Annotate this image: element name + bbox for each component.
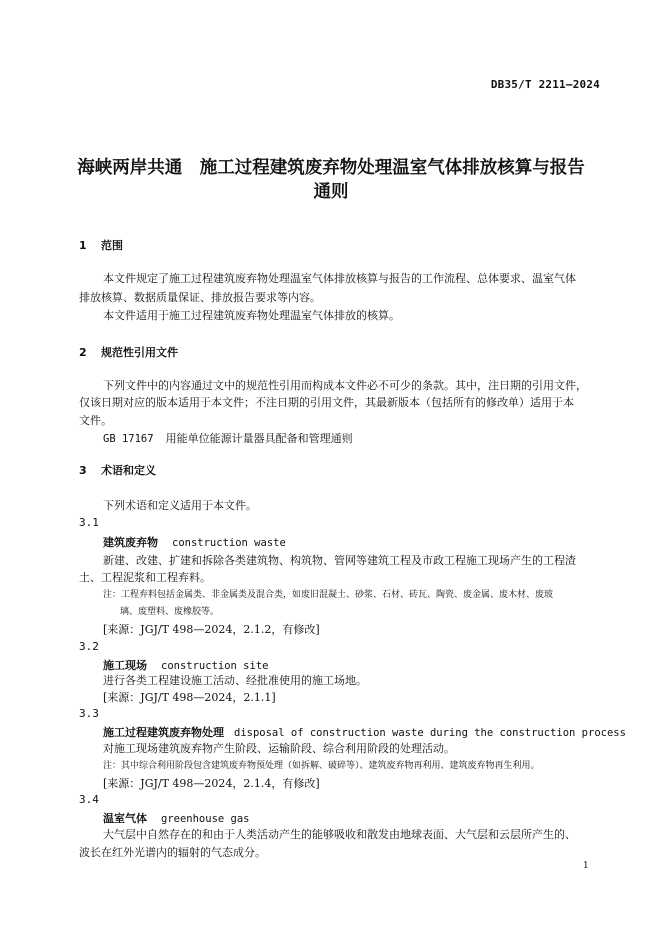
section-3-heading (79, 462, 156, 478)
document-title-line-2: 通则 (313, 182, 349, 202)
term-number: 3.4 (79, 793, 99, 806)
section-1-heading (79, 237, 123, 253)
reference-entry (103, 430, 353, 446)
references-paragraph-line-2: 仅该日期对应的版本适用于本文件；不注日期的引用文件，其最新版本（包括所有的修改单）适用于本 (79, 396, 574, 409)
section-number: 3 (79, 464, 87, 477)
page-number: 1 (583, 861, 589, 871)
section-2-heading (79, 344, 178, 360)
term-english: construction site (161, 660, 269, 672)
term-heading (103, 810, 250, 826)
term-chinese: 建筑废弃物 (103, 536, 158, 549)
document-title-line-1: 海峡两岸共通 施工过程建筑废弃物处理温室气体排放核算与报告 (77, 158, 585, 178)
term-source: [来源：JGJ/T 498—2024，2.1.1] (103, 691, 276, 704)
term-chinese: 施工过程建筑废弃物处理 (103, 726, 224, 739)
section-title: 规范性引用文件 (101, 346, 178, 359)
reference-code: GB 17167 (103, 433, 154, 445)
scope-paragraph-1-line-2: 排放核算、数据质量保证、排放报告要求等内容。 (79, 291, 321, 304)
term-english: greenhouse gas (161, 813, 250, 825)
references-paragraph-line-3: 文件。 (79, 414, 112, 427)
term-chinese: 温室气体 (103, 812, 147, 825)
term-number: 3.1 (79, 516, 99, 529)
section-title: 范围 (101, 239, 123, 252)
term-definition-line-1: 大气层中自然存在的和由于人类活动产生的能够吸收和散发由地球表面、大气层和云层所产生的、 (103, 828, 576, 841)
term-note-line-1: 注：其中综合利用阶段包含建筑废弃物预处理（如拆解、破碎等）、建筑废弃物再利用、建筑废弃物再生利用。 (103, 761, 540, 771)
term-definition-line-2: 波长在红外光谱内的辐射的气态成分。 (79, 846, 266, 859)
term-definition-line-1: 对施工现场建筑废弃物产生阶段、运输阶段、综合利用阶段的处理活动。 (103, 742, 455, 755)
term-heading (103, 657, 268, 673)
term-chinese: 施工现场 (103, 659, 147, 672)
term-source: [来源：JGJ/T 498—2024，2.1.4，有修改] (103, 777, 320, 790)
term-english: construction waste (172, 537, 286, 549)
section-number: 2 (79, 346, 87, 359)
term-note-line-1: 注：工程弃料包括金属类、非金属类及混合类，如废旧混凝土、砂浆、石材、砖瓦、陶瓷、废金属、废木材、废玻 (103, 590, 554, 600)
term-definition-line-1: 进行各类工程建设施工活动、经批准使用的施工场地。 (103, 674, 367, 687)
standard-number: DB35/T 2211—2024 (490, 78, 600, 91)
term-note-line-2: 璃、废塑料、废橡胶等。 (120, 607, 220, 617)
section-number: 1 (79, 239, 87, 252)
term-heading (103, 534, 286, 550)
references-paragraph-line-1: 下列文件中的内容通过文中的规范性引用而构成本文件必不可少的条款。其中，注日期的引用文件， (103, 379, 587, 392)
scope-paragraph-2: 本文件适用于施工过程建筑废弃物处理温室气体排放的核算。 (103, 309, 400, 322)
terms-intro: 下列术语和定义适用于本文件。 (103, 499, 257, 512)
term-definition-line-2: 土、工程泥浆和工程弃料。 (79, 571, 211, 584)
section-title: 术语和定义 (101, 464, 156, 477)
term-source: [来源：JGJ/T 498—2024，2.1.2，有修改] (103, 623, 320, 636)
term-heading (103, 724, 626, 740)
term-number: 3.3 (79, 707, 99, 720)
term-english: disposal of construction waste during the construction process (234, 727, 626, 739)
reference-title: 用能单位能源计量器具配备和管理通则 (165, 432, 353, 445)
term-definition-line-1: 新建、改建、扩建和拆除各类建筑物、构筑物、管网等建筑工程及市政工程施工现场产生的工程渣 (103, 554, 576, 567)
scope-paragraph-1-line-1: 本文件规定了施工过程建筑废弃物处理温室气体排放核算与报告的工作流程、总体要求、温室气体 (103, 272, 576, 285)
term-number: 3.2 (79, 640, 99, 653)
